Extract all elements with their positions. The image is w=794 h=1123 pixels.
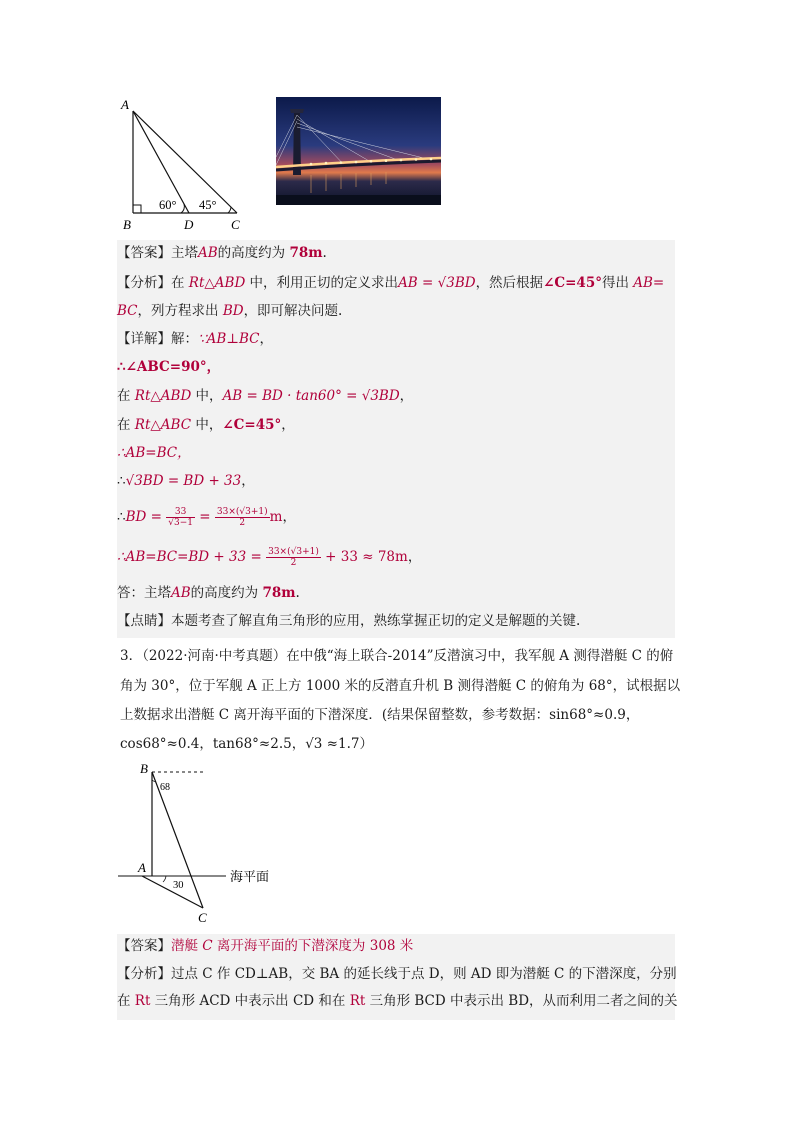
analysis-line-1: 【分析】在 Rt△ABD 中，利用正切的定义求出AB = √3BD，然后根据∠C=45°得出 AB= [117, 275, 665, 291]
detail-tag: 【详解】 [117, 331, 171, 347]
detail-line: 【详解】解：∵AB⊥BC， [117, 331, 273, 347]
final-answer-line: 答：主塔AB的高度约为 78m. [117, 585, 300, 601]
remark-line: 【点睛】本题考查了解直角三角形的应用，熟练掌握正切的定义是解题的关键. [117, 613, 581, 629]
triangle-figure-1 [115, 95, 250, 233]
step-3: 在 Rt△ABC 中，∠C=45°， [117, 417, 295, 433]
angle-arc-45 [228, 207, 231, 213]
label-angle-45: 45° [199, 198, 217, 212]
label-sea-level: 海平面 [230, 870, 270, 885]
analysis-line-2: BC，列方程求出 BD，即可解决问题. [117, 303, 343, 319]
label-c: C [198, 910, 207, 925]
fraction-33-sqrt3-plus-1-over-2: $\frac{33\times(√3+1)}{2}$ [216, 507, 268, 528]
step-7: ∴AB=BC=BD + 33 = $\frac{33\times(√3+1)}{2}$ + 33 ≈ 78m， [117, 547, 422, 568]
question-3-line-1: 3．（2022·河南·中考真题）在中俄“海上联合-2014”反潜演习中，我军舰 A 测得潜艇 C 的俯 [120, 648, 674, 664]
step-1: ∴∠ABC=90°， [117, 359, 221, 375]
analysis-tag-2: 【分析】 [117, 966, 171, 982]
label-d: D [184, 217, 194, 232]
question-3-line-2: 角为 30°，位于军舰 A 正上方 1000 米的反潜直升机 B 测得潜艇 C 的俯角为 68°，试根据以 [120, 678, 681, 694]
analysis-tag: 【分析】 [117, 275, 171, 291]
label-b: B [140, 761, 148, 776]
angle-arc-60 [181, 204, 184, 213]
step-4: ∴AB=BC， [117, 445, 191, 461]
step-6: ∴BD = $\frac{33}{√3-1}$ = $\frac{33\times(√3+1)}{2}$ m， [117, 507, 296, 528]
question-3-line-4: cos68°≈0.4，tan68°≈2.5，√3 ≈1.7） [120, 736, 373, 752]
answer-tag-2: 【答案】 [117, 938, 171, 954]
answer-tag: 【答案】 [117, 245, 171, 261]
solution-block-1 [117, 240, 675, 638]
remark-tag: 【点睛】 [117, 613, 171, 629]
analysis-2-line-1: 【分析】过点 C 作 CD⊥AB，交 BA 的延长线于点 D，则 AD 即为潜艇 C 的下潜深度，分别 [117, 966, 677, 982]
fraction-final: $\frac{33\times(√3+1)}{2}$ [268, 547, 319, 568]
analysis-2-line-2: 在 Rt 三角形 ACD 中表示出 CD 和在 Rt 三角形 BCD 中表示出 BD，从而利用二者之间的关 [117, 993, 678, 1009]
label-b: B [123, 217, 131, 232]
label-angle-60: 60° [159, 198, 177, 212]
fraction-33-over-sqrt3-minus-1: $\frac{33}{√3-1}$ [168, 507, 193, 528]
step-2: 在 Rt△ABD 中，AB = BD · tan60° = √3BD， [117, 388, 414, 404]
label-a: A [121, 97, 129, 112]
label-c: C [231, 217, 240, 232]
right-angle-mark [133, 205, 141, 213]
angle-arc-30 [163, 876, 166, 882]
step-5: ∴√3BD = BD + 33， [117, 473, 255, 489]
label-angle-68: 68 [160, 782, 170, 793]
answer-line-2: 【答案】潜艇 C 离开海平面的下潜深度为 308 米 [117, 938, 414, 954]
label-a: A [138, 860, 146, 875]
label-angle-30: 30 [173, 880, 184, 891]
side-ac [133, 111, 237, 213]
answer-line: 【答案】主塔AB的高度约为 78m. [117, 245, 327, 261]
question-3-line-3: 上数据求出潜艇 C 离开海平面的下潜深度．(结果保留整数，参考数据：sin68°≈0.9， [120, 707, 640, 723]
triangle-figure-2 [118, 758, 283, 928]
bridge-night-photo [276, 97, 441, 205]
solution-block-2 [117, 934, 678, 1020]
